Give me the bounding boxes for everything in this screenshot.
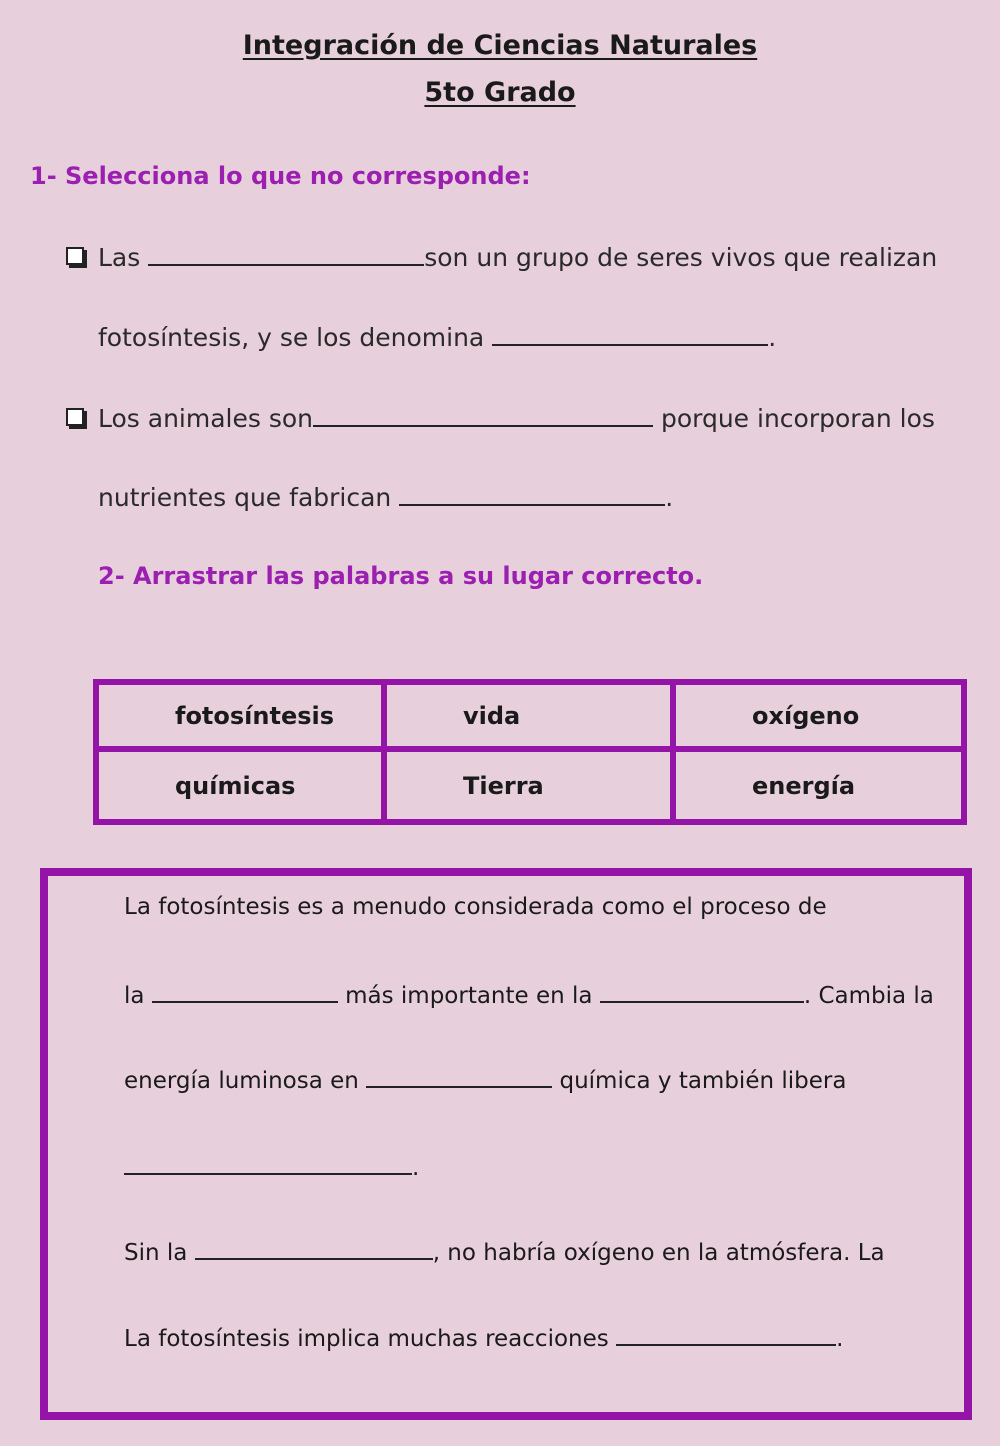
item-2-line-2: nutrientes que fabrican . bbox=[98, 483, 674, 512]
passage-line-4: . bbox=[124, 1151, 419, 1181]
blank-input[interactable] bbox=[148, 242, 424, 266]
drop-zone-blank[interactable] bbox=[600, 979, 804, 1003]
word-bank-table bbox=[93, 679, 967, 825]
blank-input[interactable] bbox=[399, 482, 665, 506]
word-tile[interactable]: energía bbox=[752, 771, 856, 800]
word-tile[interactable]: fotosíntesis bbox=[99, 685, 387, 752]
page-title: Integración de Ciencias Naturales bbox=[242, 30, 758, 61]
drop-zone-blank[interactable] bbox=[616, 1322, 836, 1346]
blank-input[interactable] bbox=[492, 322, 768, 346]
page-subtitle: 5to Grado bbox=[424, 77, 576, 108]
drop-zone-blank[interactable] bbox=[124, 1151, 412, 1175]
word-tile[interactable]: vida bbox=[387, 685, 676, 752]
passage-line-6: La fotosíntesis implica muchas reacciones . bbox=[124, 1322, 843, 1352]
word-tile[interactable]: Tierra bbox=[387, 752, 676, 819]
word-tile[interactable]: oxígeno bbox=[676, 685, 961, 752]
question-1-heading: 1- Selecciona lo que no corresponde: bbox=[30, 162, 531, 190]
checkbox-bullet-icon bbox=[66, 247, 84, 265]
checkbox-bullet-icon bbox=[66, 408, 84, 426]
item-1-line-1: Las son un grupo de seres vivos que realizan bbox=[98, 243, 938, 272]
passage-line-1: La fotosíntesis es a menudo considerada como el proceso de bbox=[124, 894, 827, 920]
drop-zone-blank[interactable] bbox=[195, 1236, 433, 1260]
drop-zone-blank[interactable] bbox=[152, 979, 338, 1003]
passage-line-5: Sin la , no habría oxígeno en la atmósfera. La bbox=[124, 1236, 885, 1266]
passage-line-3: energía luminosa en química y también libera bbox=[124, 1064, 846, 1094]
question-2-heading: 2- Arrastrar las palabras a su lugar correcto. bbox=[98, 562, 704, 590]
item-1-line-2: fotosíntesis, y se los denomina . bbox=[98, 323, 777, 352]
drop-zone-blank[interactable] bbox=[366, 1064, 552, 1088]
word-tile[interactable]: químicas bbox=[99, 752, 387, 819]
item-2-line-1: Los animales son porque incorporan los bbox=[98, 404, 935, 433]
passage-line-2: la más importante en la . Cambia la bbox=[124, 979, 934, 1009]
blank-input[interactable] bbox=[313, 403, 653, 427]
